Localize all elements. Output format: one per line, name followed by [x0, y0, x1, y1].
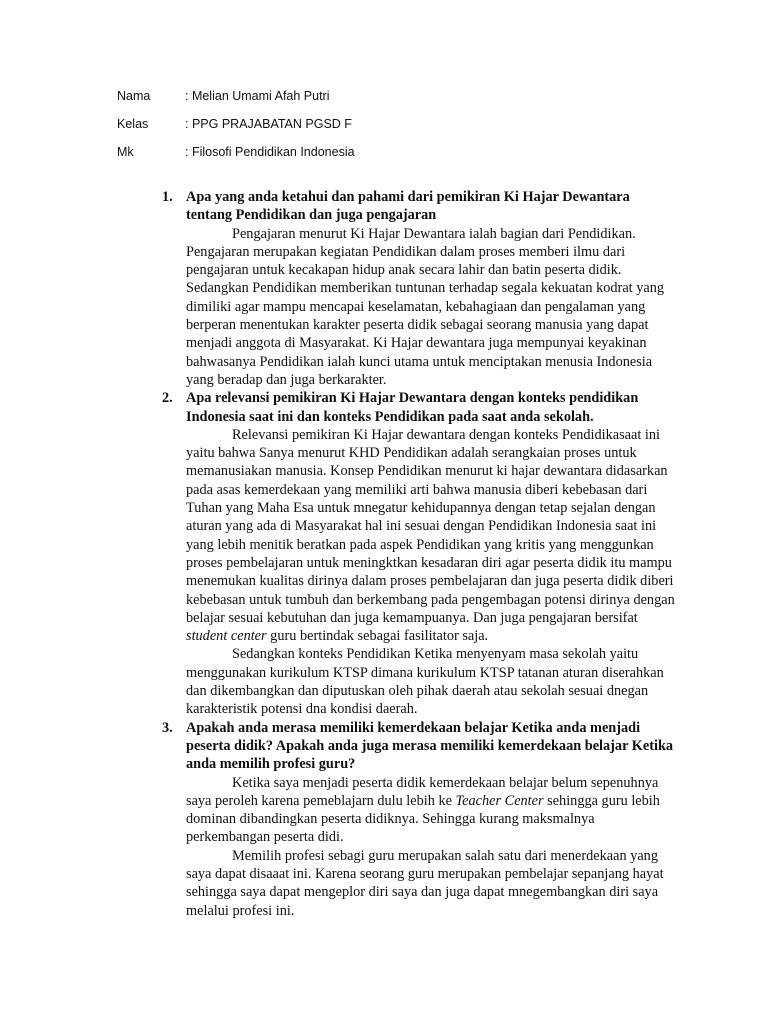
question-title: Apa relevansi pemikiran Ki Hajar Dewantara dengan konteks pendidikan Indonesia saat ini dan konteks Pendidikan pada saat anda sekolah. [186, 390, 639, 425]
answer-paragraph: Pengajaran menurut Ki Hajar Dewantara ialah bagian dari Pendidikan. Pengajaran merupakan kegiatan Pendidikan dalam proses memberi ilmu dari pengajaran untuk kecakapan hidup anak secara lahir dan batin peserta didik. Sedangkan Pendidikan memberikan tuntunan terhadap segala kekuatan kodrat yang dimiliki agar mampu mencapai keselamatan, kebahagiaan dan pengalaman yang berperan menentukan karakter peserta didik sebagai seorang manusia yang dapat menjadi anggota di Masyarakat. Ki Hajar dewantara juga mempunyai keyakinan bahwasanya Pendidikan ialah kunci utama untuk menciptakan menusia Indonesia yang beradap dan juga berkarakter. [186, 225, 664, 388]
kelas-label: Kelas [117, 117, 149, 131]
question-number: 1. [162, 189, 173, 205]
question-2 [162, 389, 676, 718]
kelas-value: : PPG PRAJABATAN PGSD F [185, 117, 352, 131]
question-number: 3. [162, 719, 173, 736]
answer-paragraph: Sedangkan konteks Pendidikan Ketika menyenyam masa sekolah yaitu menggunakan kurikulum KTSP dimana kurikulum KTSP tatanan aturan diserahkan dan dikembangkan dan diputuskan oleh pihak daerah atau sekolah sesuai dnegan karakteristik potensi dna kondisi daerah. [186, 646, 664, 718]
nama-label: Nama [117, 89, 151, 103]
question-1 [162, 188, 676, 389]
answer-paragraph: Relevansi pemikiran Ki Hajar dewantara dengan konteks Pendidikasaat ini yaitu bahwa Sanya menurut KHD Pendidikan adalah serangkaian proses untuk memanusiakan manusia. Konsep Pendidikan menurut ki hajar dewantara didasarkan pada asas kemerdekaan yang memiliki arti bahwa manusia diberi kebebasan dari Tuhan yang Maha Esa untuk mnegatur kehidupannya dengan tetap sejalan dengan aturan yang ada di Masyarakat hal ini sesuai dengan Pendidikan Indonesia saat ini yang lebih menitik beratkan pada aspek Pendidikan yang kritis yang menggunkan proses pembelajaran untuk meningktkan kesadaran diri agar peserta didik itu mampu menemukan kualitas dirinya dalam proses pembelajaran dan juga peserta didik diberi kebebasan untuk tumbuh dan berkembang pada pengembagan potensi dirinya dengan belajar sesuai kebutuhan dan juga kemampuanya. Dan juga pengajaran bersifat student center guru bertindak sebagai fasilitator saja. [186, 426, 675, 645]
italic-term: student center [186, 628, 267, 645]
question-number: 2. [162, 390, 173, 407]
question-title: Apa yang anda ketahui dan pahami dari pemikiran Ki Hajar Dewantara tentang Pendidikan dan juga pengajaran [186, 189, 630, 224]
info-nama [117, 88, 330, 104]
nama-value: : Melian Umami Afah Putri [185, 89, 330, 103]
question-list [162, 188, 676, 920]
question-title: Apakah anda merasa memiliki kemerdekaan belajar Ketika anda menjadi peserta didik? Apakah anda juga merasa memiliki kemerdekaan belajar Ketika anda memilih profesi guru? [186, 719, 674, 773]
info-kelas [117, 116, 352, 132]
mk-value: : Filosofi Pendidikan Indonesia [185, 145, 355, 159]
mk-label: Mk [117, 145, 134, 159]
answer-paragraph: Memilih profesi sebagi guru merupakan salah satu dari menerdekaan yang saya dapat disaaat ini. Karena seorang guru merupakan pembelajar sepanjang hayat sehingga saya dapat mengeplor diri saya dan juga dapat mnegembangkan diri saya melalui profesi ini. [186, 847, 664, 919]
answer-paragraph: Ketika saya menjadi peserta didik kemerdekaan belajar belum sepenuhnya saya peroleh karena pemeblajarn dulu lebih ke Teacher Center sehingga guru lebih dominan dibandingkan peserta didiknya. Sehingga kurang maksmalnya perkembangan peserta didi. [186, 774, 660, 846]
question-3 [162, 719, 676, 920]
italic-term: Teacher Center [455, 792, 544, 809]
info-mk [117, 144, 355, 160]
